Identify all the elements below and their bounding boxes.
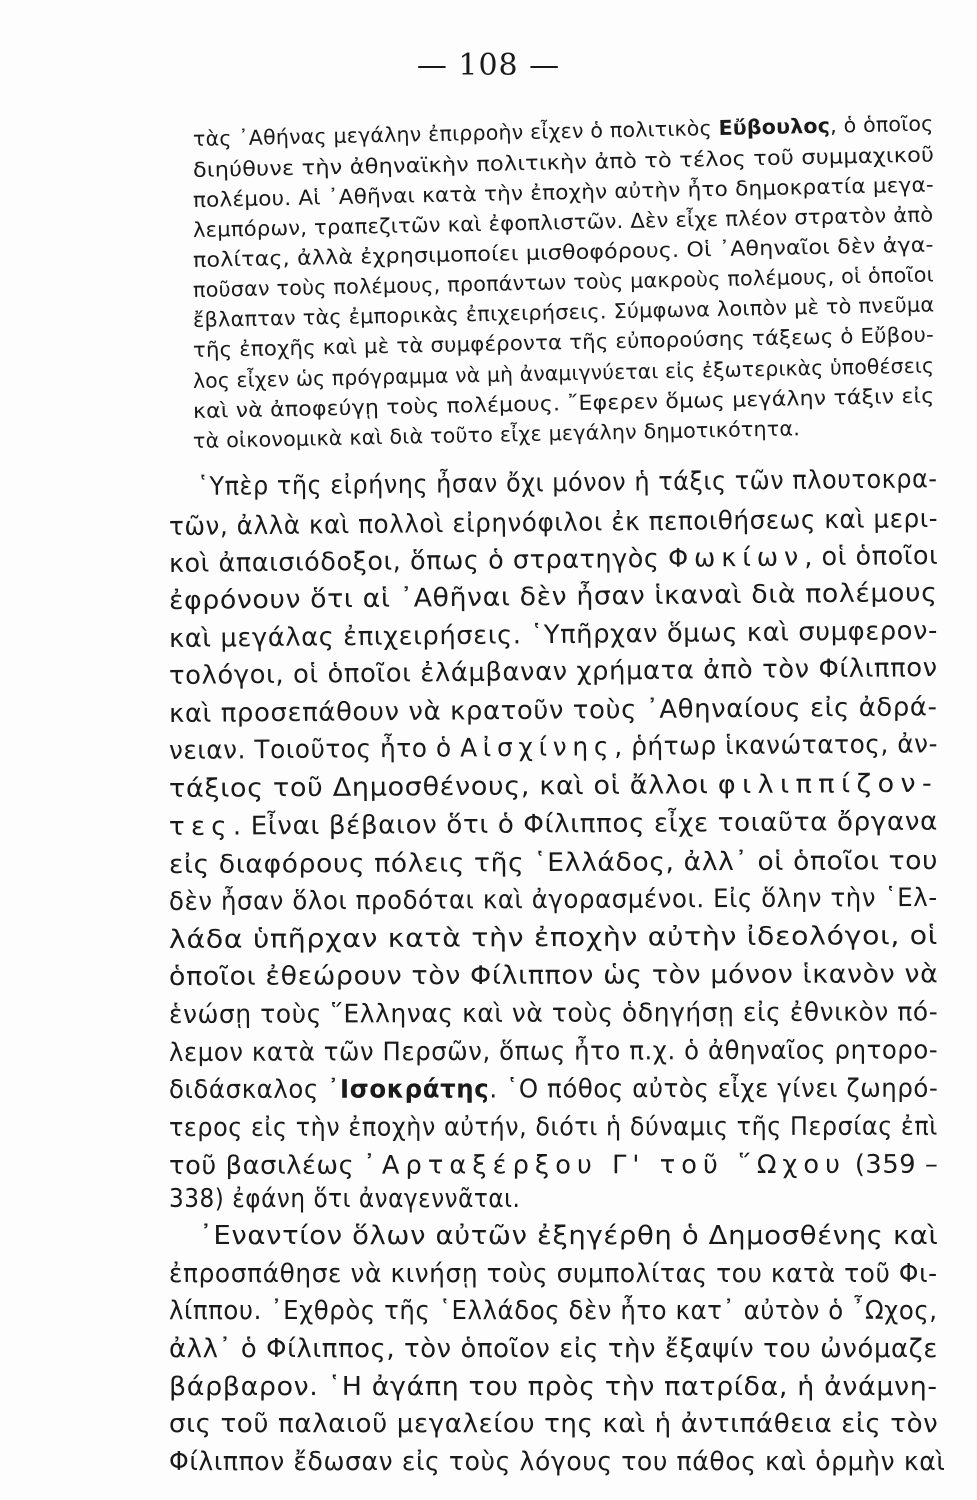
text-run: καὶ νὰ ἀποφεύγῃ τοὺς πολέμους. ῎Εφερεν ὅμως μεγάλην τάξιν εἰς [192,382,935,423]
text-run: τερος εἰς τὴν ἐποχὴν αὐτήν, διότι ἡ δύναμις τῆς Περσίας ἐπὶ [168,1111,938,1143]
text-line [192,110,934,151]
text-run: λος εἶχεν ὡς πρόγραμμα νὰ μὴ ἀναμιγνύεται εἰς ἐξωτερικὰς ὑποθέσεις [192,352,935,393]
text-run: , οἱ ὁποῖοι [804,540,939,573]
text-run: , ὁ ὁποῖος [829,110,934,138]
text-line [168,1035,939,1068]
text-run: ἑνώσῃ τοὺς ῞Ελληνας καὶ νὰ τοὺς ὁδηγήσῃ εἰς ἐθνικὸν πό- [168,997,939,1030]
text-line [168,540,939,579]
text-run: λάδα ὑπῆρχαν κατὰ τὴν ἐποχὴν αὐτὴν ἰδεολόγοι, οἱ [168,920,939,955]
text-line [168,692,938,729]
bold-term: Εὔβουλος [718,113,831,140]
text-run: βάρβαρον. ῾Η ἀγάπη του πρὸς τὴν πατρίδα, ἡ ἀνάμνη- [169,1372,938,1402]
text-line [168,806,939,842]
text-line [168,1149,939,1181]
text-line [168,729,939,766]
text-run: καὶ προσεπάθουν νὰ κρατοῦν τοὺς ᾿Αθηναίους εἰς ἀδρά- [168,692,938,729]
text-run: καὶ μεγάλας ἐπιχειρήσεις. ῾Υπῆρχαν ὅμως καὶ συμφερον- [168,615,939,654]
text-run: ἔβλαπταν τὰς ἐμπορικὰς ἐπιχειρήσεις. Σύμφωνα λοιπὸν μὲ τὸ πνεῦμα [192,291,935,332]
text-run: ῾Υπὲρ τῆς εἰρήνης ἦσαν ὄχι μόνον ἡ τάξις τῶν πλουτοκρα- [196,464,938,502]
text-line [168,768,939,804]
text-run: ᾿Εναντίον ὅλων αὐτῶν ἐξηγέρθη ὁ Δημοσθένης καὶ [199,1221,939,1251]
text-run: ἀλλ᾿ ὁ Φίλιππος, τὸν ὁποῖον εἰς τὴν ἔξαψίν του ὠνόμαζε [169,1334,938,1364]
text-run: κοὶ ἀπαισιόδοξοι, ὅπως ὁ στρατηγὸς [168,543,669,579]
text-run: τὰ οἰκονομικὰ καὶ διὰ τοῦτο εἶχε μεγάλην δημοτικότητα. [192,415,801,453]
text-run: (359 – [846,1149,939,1180]
text-line [168,997,939,1030]
text-run: ὁποῖοι ἐθεώρουν τὸν Φίλιππον ὡς τὸν μόνον ἱκανὸν νὰ [168,959,939,992]
text-run: , ῥήτωρ ἱκανώτατος, ἀν- [614,729,939,763]
text-line [196,464,938,502]
text-line [168,503,939,542]
text-run: λεμπόρων, τραπεζιτῶν καὶ ἐφοπλιστῶν. Δὲν εἶχε πλέον στρατὸν ἀπὸ [192,201,934,242]
spaced-name: Αἰσχίνης [460,732,615,764]
text-line [169,1334,938,1364]
text-line [169,1296,938,1326]
text-line [192,415,801,453]
text-line [168,652,938,691]
spaced-name: Φωκίων [667,542,805,574]
page-number: — 108 — [416,48,561,83]
text-run: 338) ἐφάνη ὅτι ἀναγεννᾶται. [169,1184,521,1214]
text-line [168,1073,939,1105]
text-run: τὰς ᾿Αθήνας μεγάλην ἐπιρροὴν εἶχεν ὁ πολιτικὸς [192,115,719,151]
text-run: πολέμου. Αἱ ᾿Αθῆναι κατὰ τὴν ἐποχὴν αὐτὴν ἦτο δημοκρατία μεγα- [192,171,935,212]
text-line [168,959,939,992]
text-run: λεμον κατὰ τῶν Περσῶν, ὅπως ἦτο π.χ. ὁ ἀθηναῖος ρητορο- [168,1035,939,1068]
text-line [169,1372,938,1402]
text-line [169,1409,939,1439]
text-line [168,1111,938,1143]
text-run: . Εἶναι βέβαιον ὅτι ὁ Φίλιππος εἶχε τοιαῦτα ὄργανα [232,806,939,842]
text-line [199,1221,939,1251]
text-run: τῆς ἐποχῆς καὶ μὲ τὰ συμφέροντα τῆς εὐπορούσης τάξεως ὁ Εὔβου- [192,321,935,362]
text-run: δὲν ἦσαν ὅλοι προδόται καὶ ἀγορασμένοι. Εἰς ὅλην τὴν ῾Ελ- [168,882,938,917]
text-line [169,1447,946,1477]
spaced-name: φιλιππίζον- [717,768,939,801]
text-run: ἐφρόνουν ὅτι αἱ ᾿Αθῆναι δὲν ἦσαν ἱκαναὶ διὰ πολέμους [168,577,938,616]
text-run: Φίλιππον ἔδωσαν εἰς τοὺς λόγους του πάθος καὶ ὁρμὴν καὶ [169,1447,946,1477]
text-run: ποῦσαν τοὺς πολέμους, προπάντων τοὺς μακροὺς πολέμους, οἱ ὁποῖοι [192,261,935,302]
text-run: τάξιος τοῦ Δημοσθένους, καὶ οἱ ἄλλοι [168,770,718,804]
text-run: διδάσκαλος [168,1074,328,1105]
text-run: εἰς διαφόρους πόλεις τῆς ῾Ελλάδος, ἀλλ᾿ οἱ ὁποῖοι του [168,845,939,880]
text-line [169,1259,938,1289]
text-line [168,615,939,654]
text-run: τοῦ βασιλέως [168,1150,364,1181]
text-run: πολίτας, ἀλλὰ ἐχρησιμοποίει μισθοφόρους. Οἱ ᾿Αθηναῖοι δὲν ἀγα- [192,231,934,272]
text-run: νειαν. Τοιοῦτος ἦτο ὁ [168,733,461,766]
text-run: τολόγοι, οἱ ὁποῖοι ἐλάμβαναν χρήματα ἀπὸ τὸν Φίλιππον [168,652,938,691]
text-run: διηύθυνε τὴν ἀθηναϊκὴν πολιτικὴν ἀπὸ τὸ τέλος τοῦ συμμαχικοῦ [192,141,935,182]
text-line [168,882,938,917]
text-line [168,920,939,955]
text-run: λίππου. ᾿Εχθρὸς τῆς ῾Ελλάδος δὲν ἦτο κατ᾿ αὐτὸν ὁ ῏Ωχος, [169,1296,938,1326]
spaced-name: τες [168,811,233,842]
text-run: ἐπροσπάθησε νὰ κινήσῃ τοὺς συμπολίτας του κατὰ τοῦ Φι- [169,1259,938,1289]
text-run: . ῾Ο πόθος αὐτὸς εἶχε γίνει ζωηρό- [489,1073,939,1105]
text-line [169,1184,521,1214]
text-run: σις τοῦ παλαιοῦ μεγαλείου της καὶ ἡ ἀντιπάθεια εἰς τὸν [169,1409,939,1439]
text-line [168,845,939,880]
text-line [168,577,938,616]
spaced-name: ᾿Αρταξέρξου Γ' τοῦ ῞Ωχου [363,1149,847,1181]
bold-term: ᾿Ισοκράτης [327,1074,490,1105]
text-run: τῶν, ἀλλὰ καὶ πολλοὶ εἰρηνόφιλοι ἐκ πεποιθήσεως καὶ μερι- [168,503,939,542]
